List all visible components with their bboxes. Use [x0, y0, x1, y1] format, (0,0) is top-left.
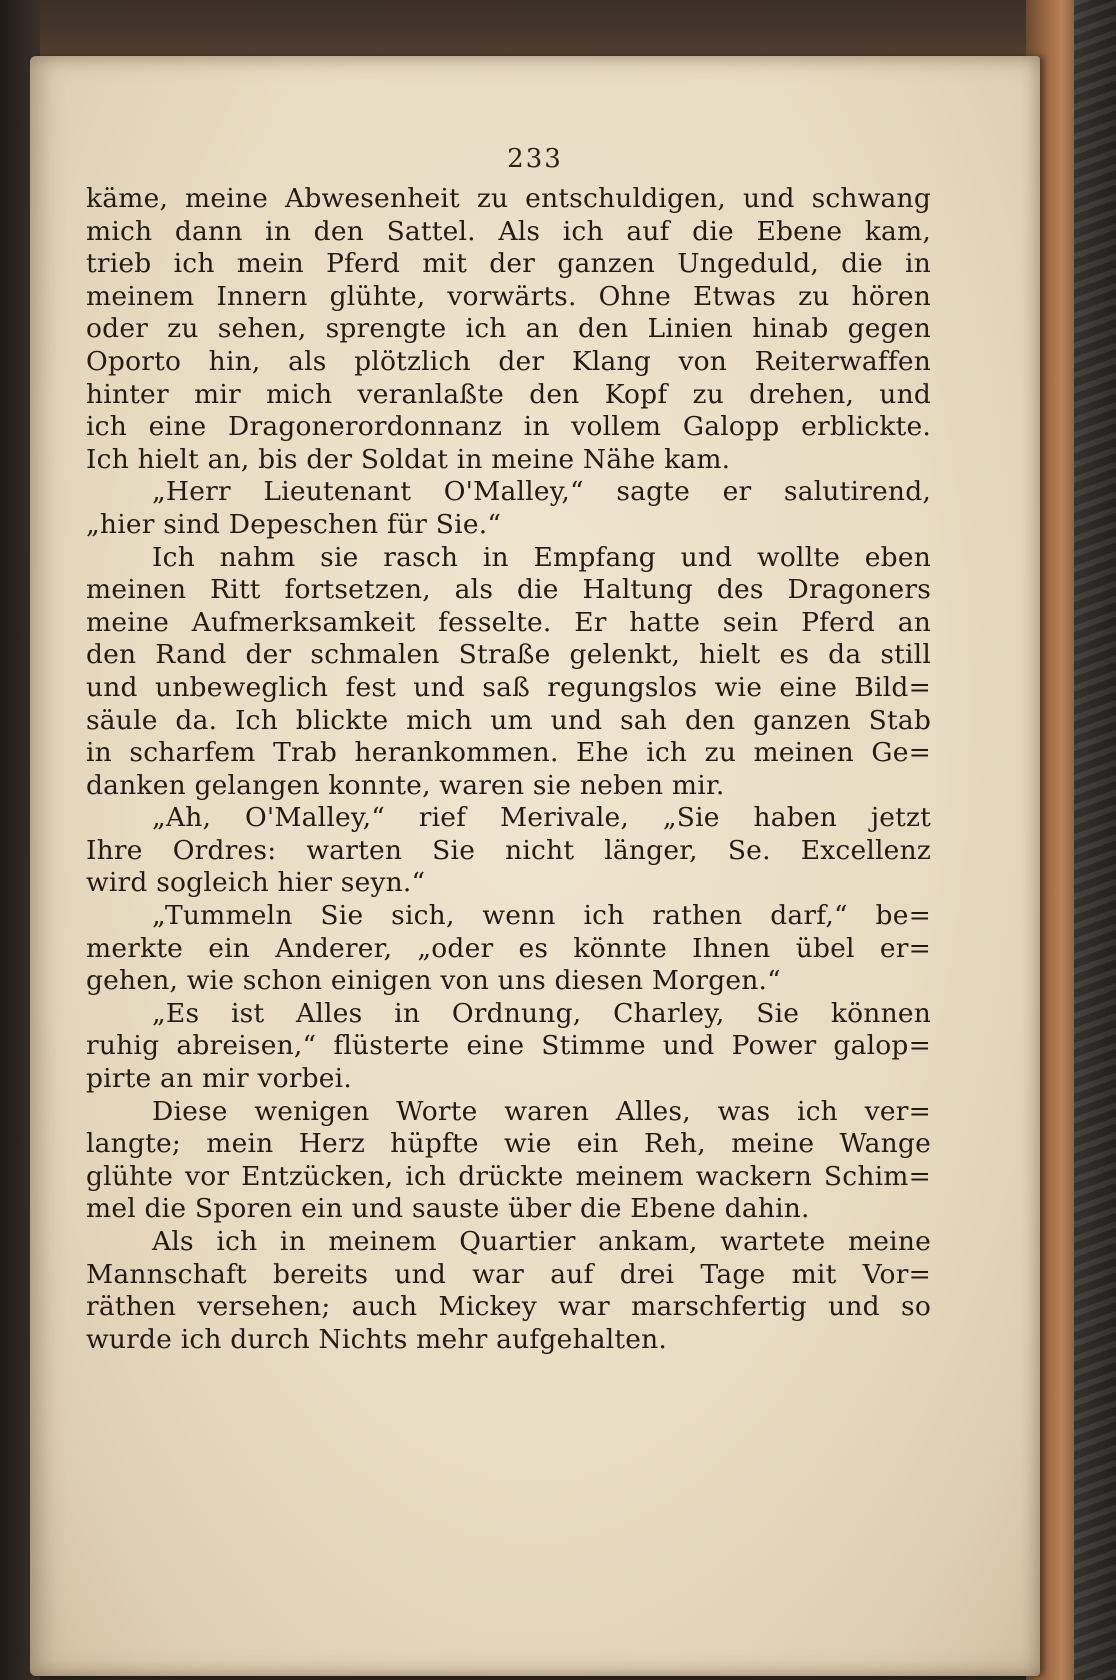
text-line: den Rand der schmalen Straße gelenkt, hielt es da still — [86, 639, 931, 671]
text-line: Ich nahm sie rasch in Empfang und wollte eben — [152, 541, 931, 573]
text-line: Oporto hin, als plötzlich der Klang von Reiterwaffen — [86, 345, 931, 377]
text-line: meinem Innern glühte, vorwärts. Ohne Etwas zu hören — [86, 280, 931, 312]
book-page — [30, 56, 1040, 1676]
text-line: Ihre Ordres: warten Sie nicht länger, Se. Excellenz — [86, 834, 931, 866]
text-line: „Herr Lieutenant O'Malley,“ sagte er salutirend, — [152, 476, 931, 508]
text-line: glühte vor Entzücken, ich drückte meinem wackern Schim= — [86, 1160, 931, 1192]
text-line: „hier sind Depeschen für Sie.“ — [86, 508, 502, 540]
page-number: 233 — [507, 144, 563, 174]
text-line: mel die Sporen ein und sauste über die Ebene dahin. — [86, 1193, 810, 1225]
text-line: meinen Ritt fortsetzen, als die Haltung des Dragoners — [86, 574, 931, 606]
text-line: merkte ein Anderer, „oder es könnte Ihnen übel er= — [86, 932, 931, 964]
text-line: pirte an mir vorbei. — [86, 1063, 352, 1095]
text-line: wurde ich durch Nichts mehr aufgehalten. — [86, 1323, 668, 1355]
text-line: meine Aufmerksamkeit fesselte. Er hatte sein Pferd an — [86, 606, 931, 638]
text-line: „Ah, O'Malley,“ rief Merivale, „Sie haben jetzt — [152, 802, 931, 834]
text-line: käme, meine Abwesenheit zu entschuldigen, und schwang — [86, 183, 931, 214]
text-line: danken gelangen konnte, waren sie neben mir. — [86, 769, 725, 801]
text-line: ruhig abreisen,“ flüsterte eine Stimme und Power galop= — [86, 1030, 931, 1062]
page-text — [86, 183, 931, 1356]
text-line: Ich hielt an, bis der Soldat in meine Nähe kam. — [86, 443, 731, 475]
text-line: räthen versehen; auch Mickey war marschfertig und so — [86, 1291, 931, 1323]
text-line: wird sogleich hier seyn.“ — [86, 867, 426, 899]
text-line: Mannschaft bereits und war auf drei Tage mit Vor= — [86, 1258, 931, 1290]
marbled-board — [1074, 0, 1116, 1680]
text-line: Diese wenigen Worte waren Alles, was ich ver= — [152, 1095, 931, 1127]
text-line: und unbeweglich fest und saß regungslos wie eine Bild= — [86, 671, 931, 703]
text-line: mich dann in den Sattel. Als ich auf die Ebene kam, — [86, 215, 931, 247]
text-line: oder zu sehen, sprengte ich an den Linien hinab gegen — [86, 313, 931, 345]
text-line: hinter mir mich veranlaßte den Kopf zu drehen, und — [86, 378, 931, 410]
text-line: langte; mein Herz hüpfte wie ein Reh, meine Wange — [86, 1128, 931, 1160]
text-line: Als ich in meinem Quartier ankam, wartete meine — [152, 1226, 931, 1257]
text-line: trieb ich mein Pferd mit der ganzen Ungeduld, die in — [86, 248, 931, 280]
text-line: „Es ist Alles in Ordnung, Charley, Sie können — [152, 997, 931, 1029]
text-line: „Tummeln Sie sich, wenn ich rathen darf,“ be= — [152, 900, 931, 932]
text-line: in scharfem Trab herankommen. Ehe ich zu meinen Ge= — [86, 737, 931, 769]
text-line: gehen, wie schon einigen von uns diesen Morgen.“ — [86, 965, 781, 997]
text-line: ich eine Dragonerordonnanz in vollem Galopp erblickte. — [86, 411, 931, 443]
text-line: säule da. Ich blickte mich um und sah den ganzen Stab — [86, 704, 931, 736]
